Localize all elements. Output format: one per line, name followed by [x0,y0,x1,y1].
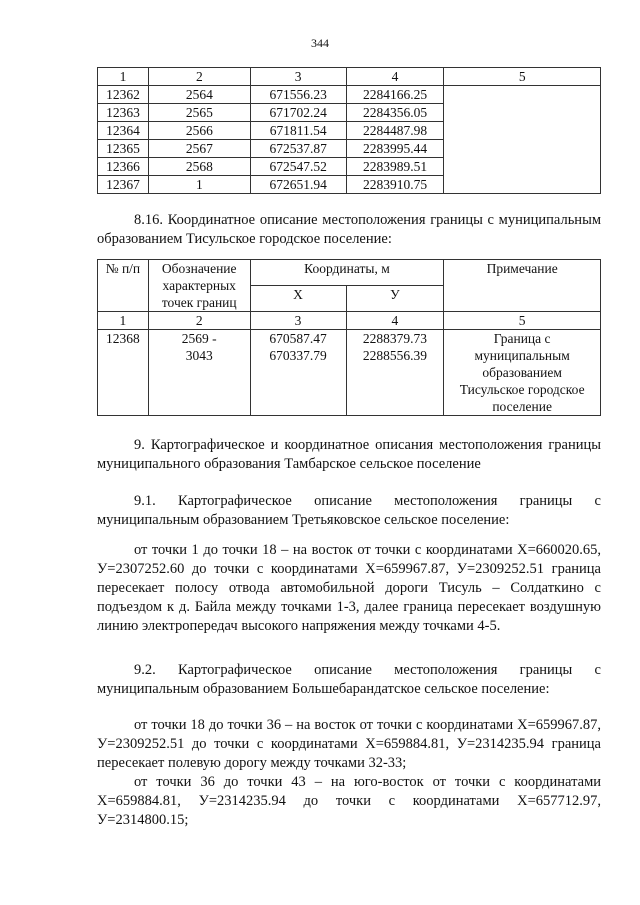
header-designation: Обозначение характерных точек границ [148,260,250,312]
point-id: 2566 [148,122,250,140]
x-coordinate: 671811.54 [250,122,346,140]
point-id: 2568 [148,158,250,176]
row-number: 12364 [98,122,149,140]
table-row [98,330,601,416]
y-coordinates: 2288379.73 2288556.39 [346,330,444,416]
table-index-row [98,312,601,330]
x-coordinate: 672651.94 [250,176,346,194]
note-cell: Граница с муниципальным образованием Тисульское городское поселение [444,330,601,416]
y-coordinate: 2283910.75 [346,176,444,194]
row-number: 12362 [98,86,149,104]
index-cell: 4 [346,312,444,330]
section-9-2-heading: 9.2. Картографическое описание местоположения границы с муниципальным образованием Большебарандатское сельское поселение: [97,662,601,697]
table-header-row [98,260,601,286]
row-number: 12367 [98,176,149,194]
section-9-2-text-2: от точки 36 до точки 43 – на юго-восток от точки с координатами Х=659884.81, У=2314235.94 до точки с координатами Х=657712.97, У=2314800.15; [97,774,601,828]
header-note: Примечание [444,260,601,312]
header-cell: 1 [98,68,149,86]
table-row [98,86,601,104]
index-cell: 2 [148,312,250,330]
row-number: 12363 [98,104,149,122]
x-coordinates: 670587.47 670337.79 [250,330,346,416]
row-number: 12366 [98,158,149,176]
header-coordinates: Координаты, м [250,260,444,286]
coordinates-table-1 [97,67,601,194]
y-coordinate: 2284166.25 [346,86,444,104]
header-cell: 4 [346,68,444,86]
note-cell [444,86,601,194]
index-cell: 1 [98,312,149,330]
point-id: 2564 [148,86,250,104]
section-9-heading: 9. Картографическое и координатное описания местоположения границы муниципального образования Тамбарское сельское поселение [97,437,601,472]
header-y: У [346,286,444,312]
point-id: 2567 [148,140,250,158]
header-cell: 2 [148,68,250,86]
section-9-2-text-1: от точки 18 до точки 36 – на восток от точки с координатами Х=659967.87, У=2309252.51 до точки с координатами Х=659884.81, У=2314235.94 граница пересекает полевую дорогу между точками 32-33; [97,717,601,771]
y-coordinate: 2283995.44 [346,140,444,158]
header-number: № п/п [98,260,149,312]
table-header-row [98,68,601,86]
section-9-1-heading: 9.1. Картографическое описание местоположения границы с муниципальным образованием Третьяковское сельское поселение: [97,493,601,528]
x-coordinate: 672547.52 [250,158,346,176]
row-number: 12368 [98,330,149,416]
point-range: 2569 - 3043 [148,330,250,416]
x-coordinate: 671556.23 [250,86,346,104]
y-coordinate: 2284356.05 [346,104,444,122]
header-x: X [250,286,346,312]
x-coordinate: 671702.24 [250,104,346,122]
page-number: 344 [311,36,329,50]
section-8-16-heading: 8.16. Координатное описание местоположения границы с муниципальным образованием Тисульское городское поселение: [97,212,601,247]
header-cell: 3 [250,68,346,86]
y-coordinate: 2283989.51 [346,158,444,176]
section-9-1-text: от точки 1 до точки 18 – на восток от точки с координатами Х=660020.65, У=2307252.60 до точки с координатами Х=659967.87, У=2309252.51 граница пересекает полосу отвода автомобильной дороги Тисуль – Солдаткино с подъездом к д. Байла между точками 1-3, далее граница пересекает воздушную линию электропередач высокого напряжения между точками 4-5. [97,542,601,634]
index-cell: 5 [444,312,601,330]
row-number: 12365 [98,140,149,158]
y-coordinate: 2284487.98 [346,122,444,140]
x-coordinate: 672537.87 [250,140,346,158]
point-id: 2565 [148,104,250,122]
coordinates-table-2 [97,259,601,416]
point-id: 1 [148,176,250,194]
header-cell: 5 [444,68,601,86]
index-cell: 3 [250,312,346,330]
